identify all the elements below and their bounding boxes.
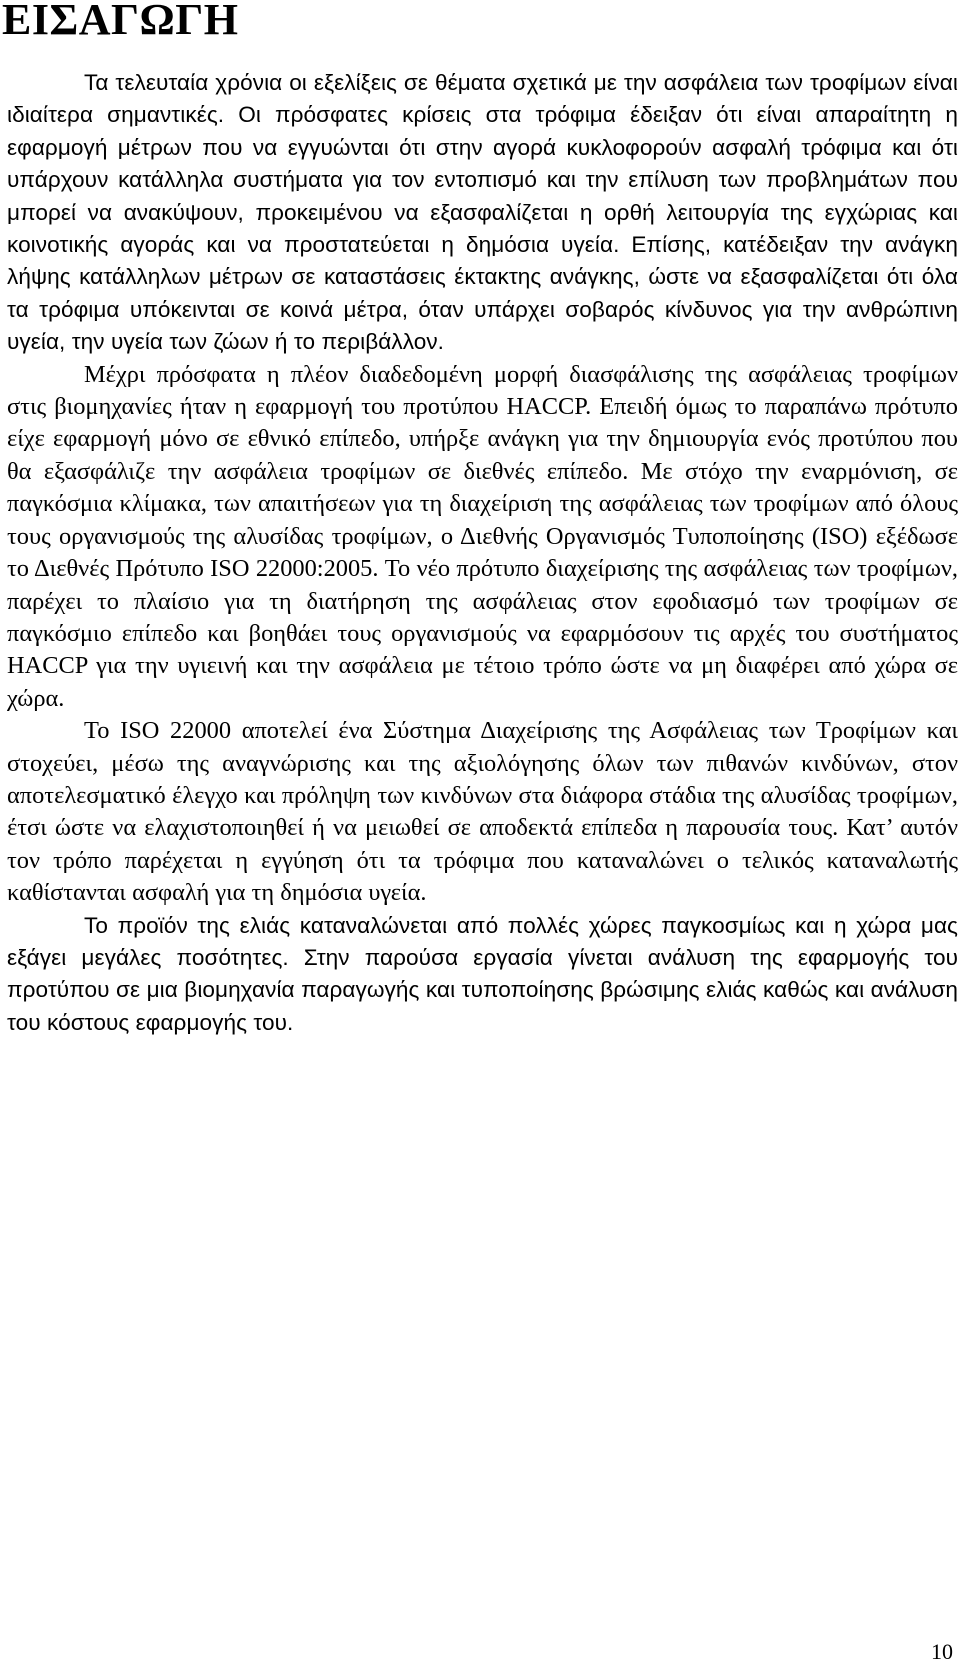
body-text <box>7 67 958 1039</box>
page-number: 10 <box>931 1639 953 1664</box>
section-heading: ΕΙΣΑΓΩΓΗ <box>2 0 239 44</box>
paragraph-1: Τα τελευταία χρόνια οι εξελίξεις σε θέματα σχετικά με την ασφάλεια των τροφίμων είναι ιδιαίτερα σημαντικές. Οι πρόσφατες κρίσεις στα τρόφιμα έδειξαν ότι είναι απαραίτητη η εφαρμογή μέτρων που να εγγυώνται ότι στην αγορά κυκλοφορούν ασφαλή τρόφιμα και ότι υπάρχουν κατάλληλα συστήματα για τον εντοπισμό και την επίλυση των προβλημάτων που μπορεί να ανακύψουν, προκειμένου να εξασφαλίζεται η ορθή λειτουργία της εγχώριας και κοινοτικής αγοράς και να προστατεύεται η δημόσια υγεία. Επίσης, κατέδειξαν την ανάγκη λήψης κατάλληλων μέτρων σε καταστάσεις έκτακτης ανάγκης, ώστε να εξασφαλίζεται ότι όλα τα τρόφιμα υπόκεινται σε κοινά μέτρα, όταν υπάρχει σοβαρός κίνδυνος για την ανθρώπινη υγεία, την υγεία των ζώων ή το περιβάλλον. <box>7 70 958 355</box>
paragraph-2: Μέχρι πρόσφατα η πλέον διαδεδομένη μορφή διασφάλισης της ασφάλειας τροφίμων στις βιομηχανίες ήταν η εφαρμογή του προτύπου HACCP. Επειδή όμως το παραπάνω πρότυπο είχε εφαρμογή μόνο σε εθνικό επίπεδο, υπήρξε ανάγκη για την δημιουργία ενός προτύπου που θα εξασφάλιζε την ασφάλεια τροφίμων σε διεθνές επίπεδο. Με στόχο την εναρμόνιση, σε παγκόσμια κλίμακα, των απαιτήσεων για τη διαχείριση της ασφάλειας των τροφίμων από όλους τους οργανισμούς της αλυσίδας τροφίμων, ο Διεθνής Οργανισμός Τυποποίησης (ISO) εξέδωσε το Διεθνές Πρότυπο ISO 22000:2005. Το νέο πρότυπο διαχείρισης της ασφάλειας των τροφίμων, παρέχει το πλαίσιο για τη διατήρηση της ασφάλειας στον εφοδιασμό των τροφίμων σε παγκόσμιο επίπεδο και βοηθάει τους οργανισμούς να εφαρμόσουν τις αρχές του συστήματος HACCP για την υγιεινή και την ασφάλεια με τέτοιο τρόπο ώστε να μη διαφέρει από χώρα σε χώρα. <box>7 360 958 712</box>
paragraph-4: Το προϊόν της ελιάς καταναλώνεται από πολλές χώρες παγκοσμίως και η χώρα μας εξάγει μεγάλες ποσότητες. Στην παρούσα εργασία γίνεται ανάλυση της εφαρμογής του προτύπου σε μια βιομηχανία παραγωγής και τυποποίησης βρώσιμης ελιάς καθώς και ανάλυση του κόστους εφαρμογής του. <box>7 912 958 1035</box>
paragraph-3: Το ISO 22000 αποτελεί ένα Σύστημα Διαχείρισης της Ασφάλειας των Τροφίμων και στοχεύει, μέσω της αναγνώρισης και της αξιολόγησης όλων των πιθανών κινδύνων, στον αποτελεσματικό έλεγχο και πρόληψη των κινδύνων στα διάφορα στάδια της αλυσίδας τροφίμων, έτσι ώστε να ελαχιστοποιηθεί ή να μειωθεί σε αποδεκτά επίπεδα η παρουσία τους. Κατ’ αυτόν τον τρόπο παρέχεται η εγγύηση ότι τα τρόφιμα που καταναλώνει ο τελικός καταναλωτής καθίστανται ασφαλή για τη δημόσια υγεία. <box>7 717 958 907</box>
